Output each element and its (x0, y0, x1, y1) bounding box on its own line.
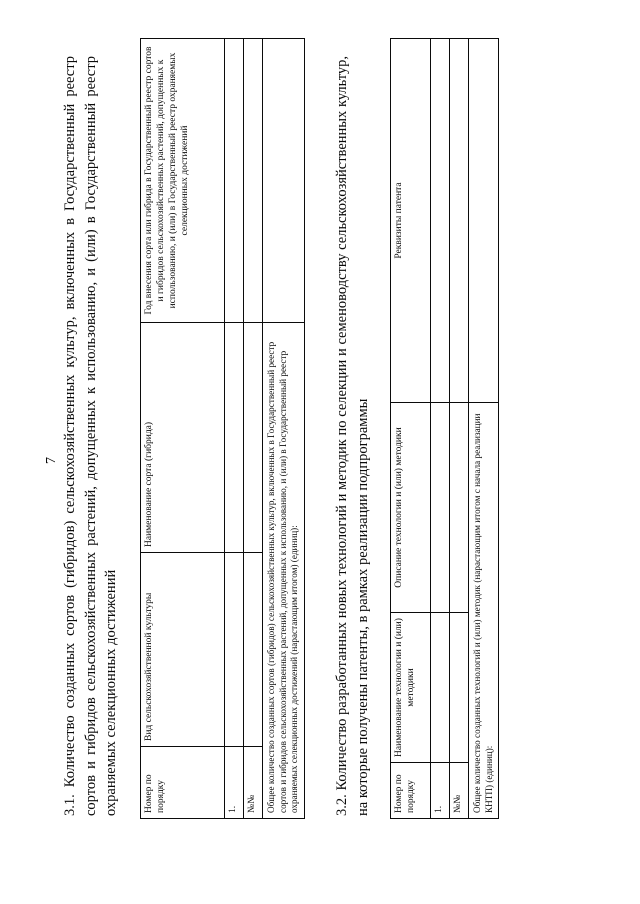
section-3-2-heading: 3.2. Количество разработанных новых технологий и методик по селекции и семеноводству сельскохозяйственных культур, на которые получены патенты, в рамках реализации подпрограммы (334, 56, 371, 816)
summary-row (263, 39, 305, 819)
header-variety-name: Наименование сорта (гибрида) (141, 323, 225, 553)
summary-value (263, 39, 305, 323)
table-row (225, 39, 244, 819)
row-cell (225, 323, 244, 553)
row-cell (225, 553, 244, 747)
table-row (450, 39, 469, 819)
summary-label: Общее количество созданных сортов (гибридов) сельскохозяйственных культур, включенных в Государственный реестр сортов и гибридов сельскохозяйственных растений, допущенных к использованию, и (или) в Государственный реестр охраняемых селекционных достижений (нарастающим итогом) (единиц): (263, 323, 305, 819)
row-cell (450, 403, 469, 613)
row-cell (431, 613, 450, 763)
row-cell (244, 39, 263, 323)
row-cell (244, 553, 263, 747)
table-row (244, 39, 263, 819)
row-cell (431, 403, 450, 613)
row-number: 1. (225, 747, 244, 819)
table-header-row (141, 39, 225, 819)
row-number: 1. (431, 763, 450, 819)
row-number: №№ (450, 763, 469, 819)
row-cell (225, 39, 244, 323)
varieties-table (140, 38, 305, 819)
header-number: Номер по порядку (391, 763, 431, 819)
summary-value (469, 39, 499, 403)
row-cell (244, 323, 263, 553)
table-header-row (391, 39, 431, 819)
section-3-1-heading: 3.1. Количество созданных сортов (гибридов) сельскохозяйственных культур, включенных в Государственный реестр сортов и гибридов сельскохозяйственных растений, допущенных к использованию, и (или) в Государственный реестр охраняемых селекционных достижений (62, 56, 120, 816)
table-row (431, 39, 450, 819)
header-technology-name: Наименование технологии и (или) методики (391, 613, 431, 763)
row-cell (431, 39, 450, 403)
summary-label: Общее количество созданных технологий и (или) методик (нарастающим итогом с начала реализации КНТП) (единиц): (469, 403, 499, 819)
header-patent-details: Реквизиты патента (391, 39, 431, 403)
header-technology-description: Описание технологии и (или) методики (391, 403, 431, 613)
technologies-table (390, 38, 499, 819)
header-crop-type: Вид сельскохозяйственной культуры (141, 553, 225, 747)
row-number: №№ (244, 747, 263, 819)
row-cell (450, 613, 469, 763)
page-number: 7 (44, 457, 59, 464)
summary-row (469, 39, 499, 819)
header-number: Номер по порядку (141, 747, 225, 819)
row-cell (450, 39, 469, 403)
header-registry-year: Год внесения сорта или гибрида в Государственный реестр сортов и гибридов сельскохозяйственных растений, допущенных к использованию, и (или) в Государственный реестр охраняемых селекционных достижений (141, 39, 225, 323)
